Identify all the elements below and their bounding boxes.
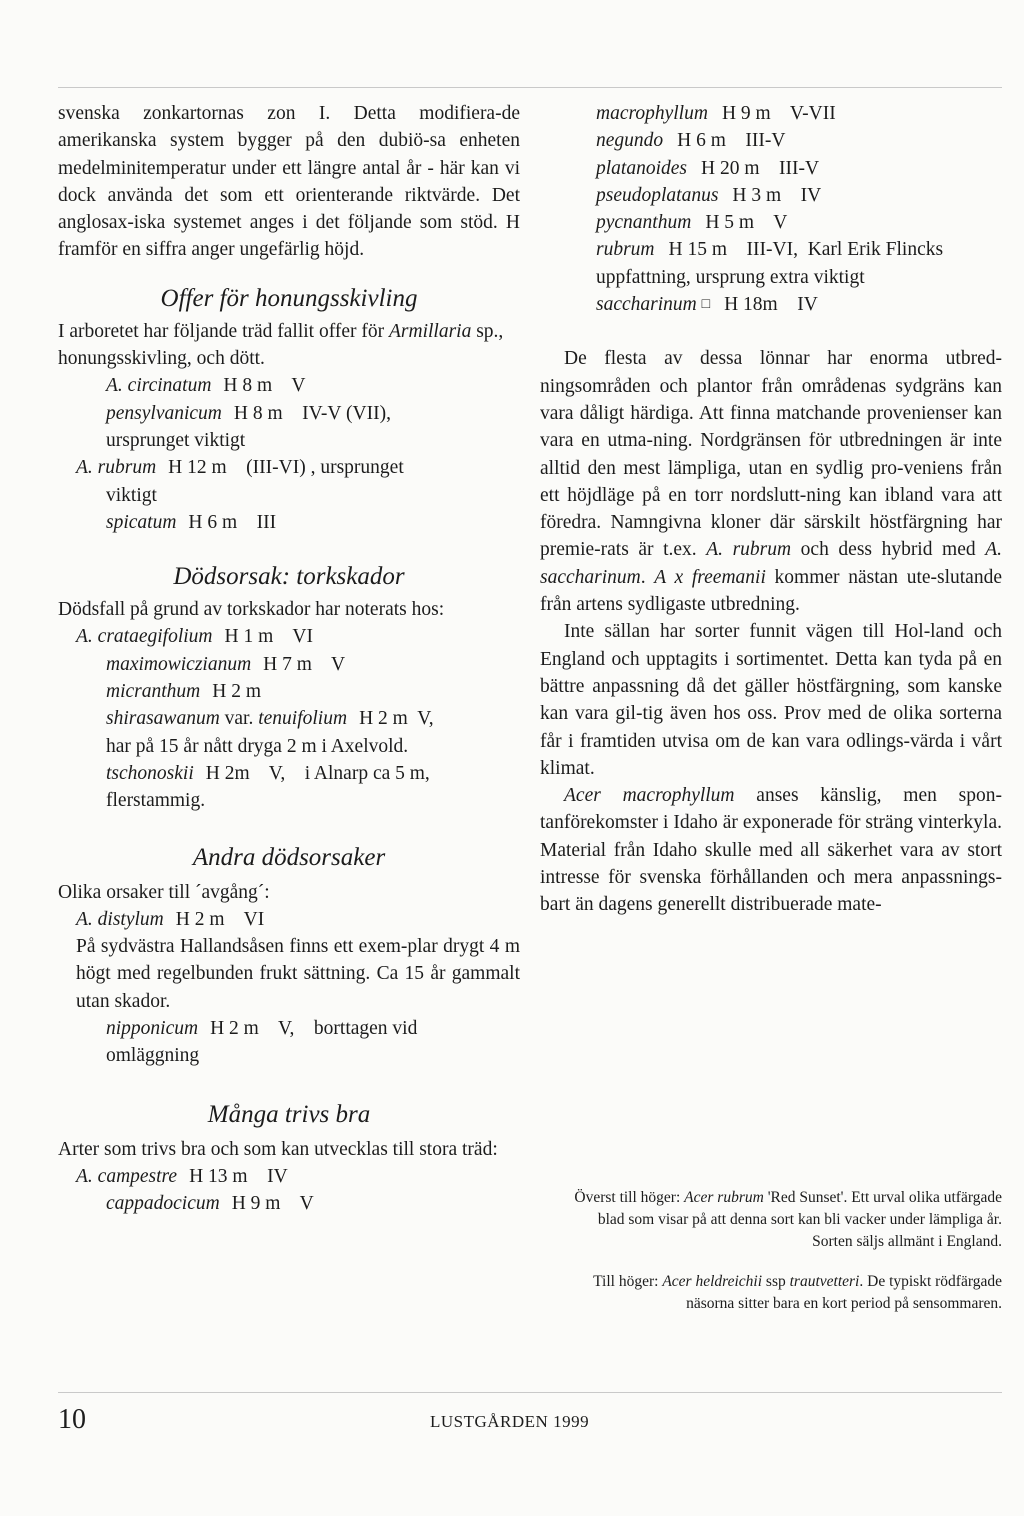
species-entry: A. campestre H 13 m IV bbox=[76, 1165, 288, 1187]
heading-andra-dodsorsaker: Andra dödsorsaker bbox=[192, 843, 386, 871]
species-note: ursprunget viktigt bbox=[106, 429, 246, 451]
species-entry: cappadocicum H 9 m V bbox=[106, 1193, 314, 1215]
species-note: På sydvästra Hallandsåsen finns ett exem-plar drygt 4 m högt med regelbunden frukt sättning. Ca 15 år gammalt utan skador. bbox=[76, 936, 520, 1012]
body-paragraph: Acer macrophyllum anses känslig, men spon-tanförekomster i Idaho är exponerade för sträng vinterkyla. Material från Idaho skulle med all säkerhet vara av stort intresse för svenska förhållanden och mera anpassnings-bart än dagens generellt distribuerade mate- bbox=[540, 785, 1002, 916]
journal-footer: LUSTGÅRDEN 1999 bbox=[430, 1412, 590, 1431]
species-entry: micranthum H 2 m bbox=[106, 681, 261, 703]
species-note: har på 15 år nått dryga 2 m i Axelvold. bbox=[106, 735, 409, 757]
species-entry: saccharinum □ H 18m IV bbox=[596, 294, 818, 316]
species-entry: pensylvanicum H 8 m IV-V (VII), bbox=[106, 402, 391, 424]
left-column bbox=[58, 100, 520, 1218]
section1-intro: I arboretet har följande träd fallit offer för Armillaria sp., honungsskivling, och dött. bbox=[58, 320, 504, 370]
body-paragraph: Inte sällan har sorter funnit vägen till Hol-land och England och upptagits i sortimentet. Detta kan tyda på en bättre anpassning då det gäller höstfärgning, som kanske kan vara gil-tig även hos oss. Prov med de olika sorterna får i framtiden utvisa om de kan vara odlings-värda i vårt klimat. bbox=[540, 621, 1002, 779]
species-entry: tschonoskii H 2m V, i Alnarp ca 5 m, bbox=[106, 762, 430, 784]
square-marker-icon: □ bbox=[701, 297, 711, 313]
species-note: omläggning bbox=[106, 1045, 200, 1067]
top-rule bbox=[58, 87, 1002, 88]
heading-manga-trivs-bra: Många trivs bra bbox=[207, 1100, 371, 1128]
figure-captions bbox=[560, 1187, 1002, 1315]
species-entry: negundo H 6 m III-V bbox=[596, 130, 786, 152]
heading-honungsskivling: Offer för honungsskivling bbox=[160, 284, 418, 312]
species-entry: nipponicum H 2 m V, borttagen vid bbox=[106, 1018, 418, 1040]
species-entry: rubrum H 15 m III-VI, Karl Erik Flincks bbox=[596, 239, 944, 261]
species-entry: pycnanthum H 5 m V bbox=[596, 212, 788, 234]
bottom-rule bbox=[58, 1392, 1002, 1393]
species-entry: maximowiczianum H 7 m V bbox=[106, 653, 346, 675]
species-entry: A. circinatum H 8 m V bbox=[106, 375, 306, 397]
species-entry: A. rubrum H 12 m (III-VI) , ursprunget bbox=[76, 457, 404, 479]
species-entry: pseudoplatanus H 3 m IV bbox=[596, 184, 822, 206]
caption-heldreichii: Till höger: Acer heldreichii ssp trautvetteri. De typiskt rödfärgade näsorna sitter bara en kort period på sensommaren. bbox=[593, 1273, 1002, 1312]
section4-intro: Arter som trivs bra och som kan utvecklas till stora träd: bbox=[58, 1138, 498, 1160]
species-entry: shirasawanum var. tenuifolium H 2 m V, bbox=[106, 708, 434, 730]
right-column bbox=[540, 100, 1002, 919]
page-number: 10 bbox=[58, 1404, 86, 1435]
body-paragraph: De flesta av dessa lönnar har enorma utbred-ningsområden och plantor från områdenas sydgräns kan vara dåligt härdiga. Att finna matchande provenienser kan vara en utma-ning. Nordgränsen för utbredningen är inte alltid den mest lämpliga, utan en sydlig pro-veniens från ett höjdläge på en torr nordslutt-ning kan ibland vara att föredra. Namngivna kloner där särskilt höstfärgning har premie-rats är t.ex. A. rubrum och dess hybrid med A. saccharinum. A x freemanii kommer nästan ute-slutande från artens sydligaste utbredning. bbox=[540, 348, 1002, 616]
species-entry: macrophyllum H 9 m V-VII bbox=[596, 103, 836, 124]
section2-intro: Dödsfall på grund av torkskador har noterats hos: bbox=[58, 599, 445, 621]
species-entry: platanoides H 20 m III-V bbox=[596, 157, 820, 179]
species-entry: A. crataegifolium H 1 m VI bbox=[76, 626, 313, 648]
section3-intro: Olika orsaker till ´avgång´: bbox=[58, 881, 270, 903]
species-note: viktigt bbox=[106, 484, 157, 506]
caption-red-sunset: Överst till höger: Acer rubrum 'Red Sunset'. Ett urval olika utfärgade blad som visar på att denna sort kan bli vacker under lämpliga år. Sorten säljs allmänt i England. bbox=[574, 1189, 1002, 1250]
species-note: uppfattning, ursprung extra viktigt bbox=[596, 266, 865, 288]
species-note: flerstammig. bbox=[106, 790, 206, 812]
species-entry: A. distylum H 2 m VI bbox=[76, 908, 265, 930]
species-entry: spicatum H 6 m III bbox=[106, 511, 277, 533]
heading-torkskador: Dödsorsak: torkskador bbox=[173, 563, 405, 591]
intro-paragraph: svenska zonkartornas zon I. Detta modifiera-de amerikanska system bygger på den dubiö-sa enheten medelminitemperatur under ett längre antal år - här kan vi dock använda det som ett orienterande riktvärde. Det anglosax-iska systemet anges i det följande som stöd. H framför en siffra anger ungefärlig höjd. bbox=[58, 103, 520, 261]
